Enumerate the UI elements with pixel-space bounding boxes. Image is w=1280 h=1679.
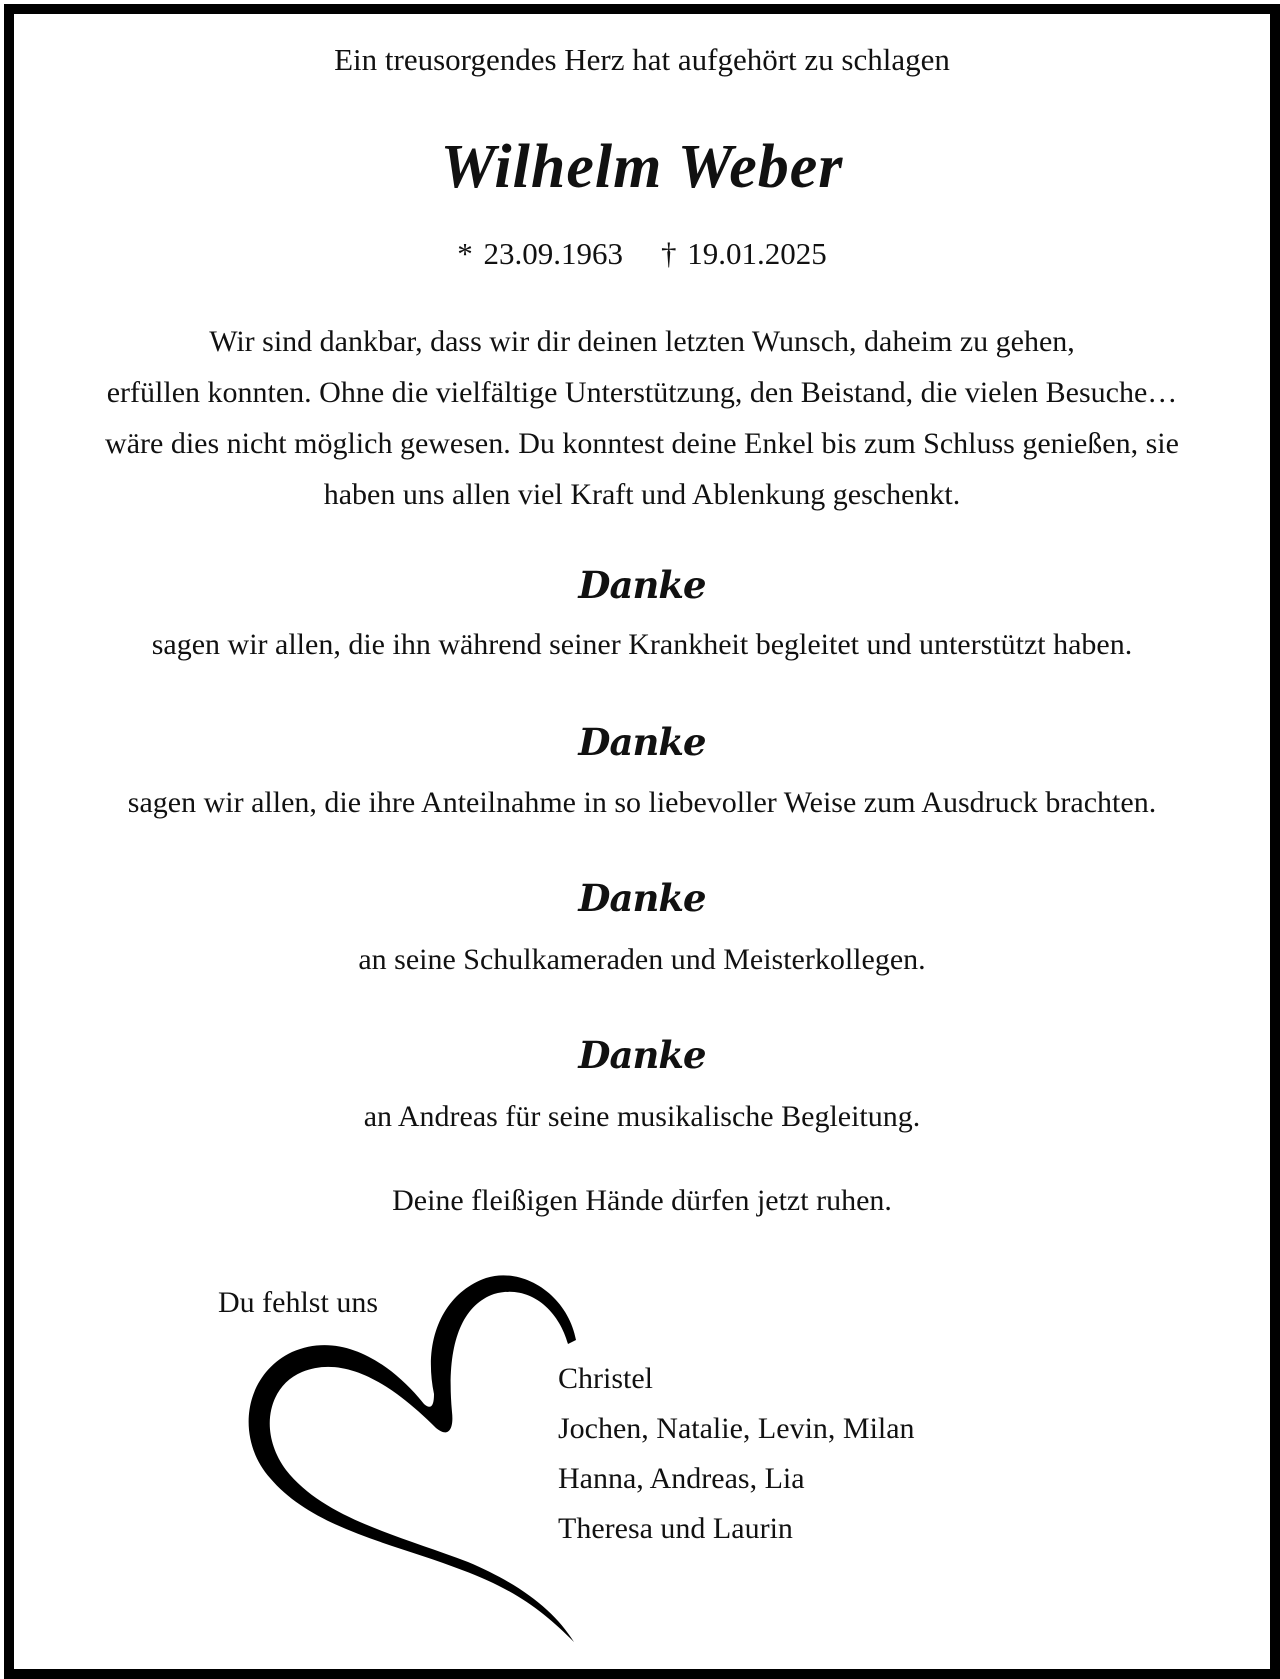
gratitude-paragraph [34,316,1250,520]
paragraph-line: wäre dies nicht möglich gewesen. Du konntest deine Enkel bis zum Schluss genießen, sie [105,427,1179,460]
missing-you-line: Du fehlst uns [218,1286,378,1319]
closing-line: Deine fleißigen Hände dürfen jetzt ruhen. [392,1184,892,1217]
life-dates [14,236,1270,272]
thanks-heading: Danke [578,563,706,607]
paragraph-line: Wir sind dankbar, dass wir dir deinen letzten Wunsch, daheim zu gehen, [209,325,1075,358]
mourner-name: Hanna, Andreas, Lia [558,1462,805,1495]
thanks-text: an seine Schulkameraden und Meisterkollegen. [358,943,926,976]
paragraph-line: erfüllen konnten. Ohne die vielfältige Unterstützung, den Beistand, die vielen Besuche… [106,376,1178,409]
thanks-heading: Danke [578,876,706,920]
intro-line: Ein treusorgendes Herz hat aufgehört zu schlagen [334,42,950,77]
paragraph-line: haben uns allen viel Kraft und Ablenkung geschenkt. [323,478,961,511]
deceased-name: Wilhelm Weber [440,133,844,201]
mourner-name: Christel [558,1362,653,1395]
obituary-frame [4,4,1280,1679]
thanks-text: sagen wir allen, die ihn während seiner Krankheit begleitet und unterstützt haben. [151,628,1133,661]
thanks-heading: Danke [578,720,706,764]
death-date: † 19.01.2025 [661,236,827,271]
mourner-name: Jochen, Natalie, Levin, Milan [558,1412,915,1445]
mourners-list [558,1354,915,1554]
birth-date: * 23.09.1963 [457,236,623,271]
thanks-text: an Andreas für seine musikalische Begleitung. [363,1100,921,1133]
thanks-heading: Danke [578,1033,706,1077]
mourner-name: Theresa und Laurin [558,1512,793,1545]
thanks-text: sagen wir allen, die ihre Anteilnahme in so liebevoller Weise zum Ausdruck brachten. [127,786,1157,819]
